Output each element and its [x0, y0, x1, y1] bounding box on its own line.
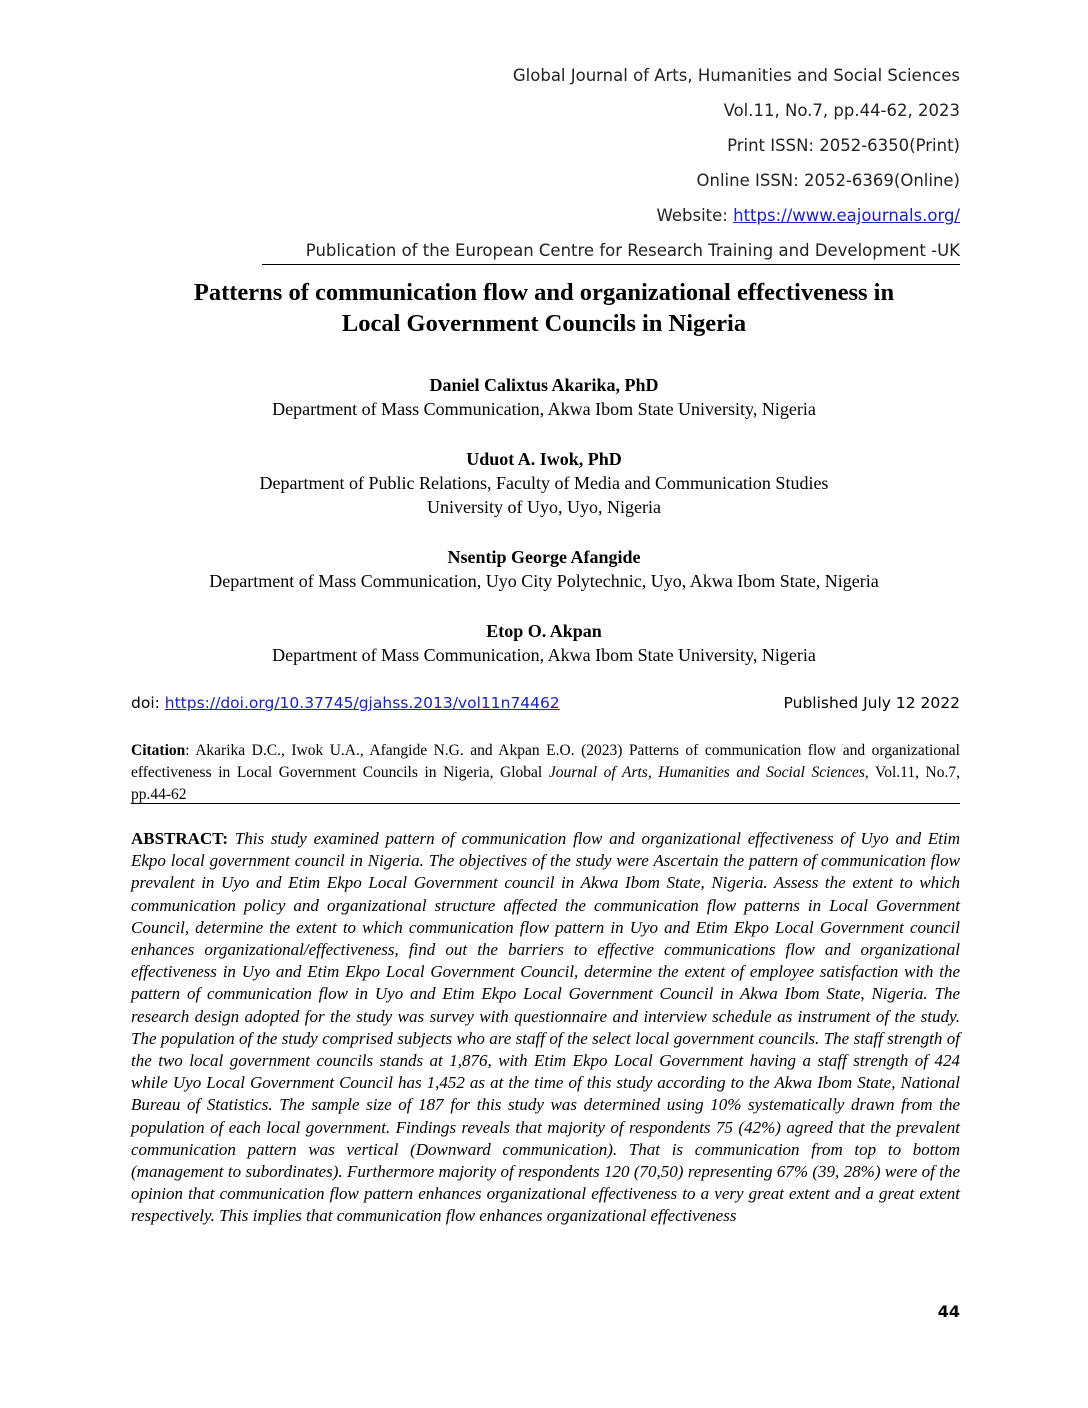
author-name: Etop O. Akpan [486, 621, 602, 641]
author-name: Uduot A. Iwok, PhD [466, 449, 622, 469]
author-block [80, 545, 1008, 593]
website-label: Website: [656, 206, 734, 225]
website-line [657, 206, 960, 226]
print-issn: Print ISSN: 2052-6350(Print) [727, 136, 960, 155]
header-divider [262, 264, 960, 265]
author-name: Nsentip George Afangide [447, 547, 641, 567]
author-name: Daniel Calixtus Akarika, PhD [429, 375, 659, 395]
paper-title [120, 277, 968, 339]
online-issn: Online ISSN: 2052-6369(Online) [696, 171, 960, 190]
abstract-label: ABSTRACT: [131, 829, 228, 848]
publisher-line: Publication of the European Centre for Research Training and Development -UK [305, 241, 960, 260]
author-affiliation: Department of Mass Communication, Uyo City Polytechnic, Uyo, Akwa Ibom State, Nigeria [209, 571, 879, 591]
author-block [80, 373, 1008, 421]
citation-text-end: , Vol.11, No.7, pp.44-62 [131, 764, 960, 803]
doi-line [131, 693, 960, 713]
author-affiliation: University of Uyo, Uyo, Nigeria [427, 497, 661, 517]
published-date: Published July 12 2022 [783, 694, 960, 712]
citation-divider [131, 803, 960, 804]
author-affiliation: Department of Mass Communication, Akwa Ibom State University, Nigeria [272, 399, 816, 419]
author-affiliation: Department of Mass Communication, Akwa Ibom State University, Nigeria [272, 645, 816, 665]
author-block [80, 619, 1008, 667]
abstract-text: This study examined pattern of communication flow and organizational effectiveness of Uyo and Etim Ekpo local government council in Nigeria. The objectives of the study were Ascertain the pattern of communication flow prevalent in Uyo and Etim Ekpo Local Government council in Akwa Ibom State, Nigeria. Assess the extent to which communication policy and organizational structure affected the communication flow patterns in Local Government Council, determine the extent to which communication flow pattern in Uyo and Etim Ekpo Local Government council enhances organizational/effectiveness, find out the barriers to effective communications flow and organizational effectiveness in Uyo and Etim Ekpo Local Government Council, determine the extent of employee satisfaction with the pattern of communication flow in Uyo and Etim Ekpo Local Government Council in Akwa Ibom State, Nigeria. The research design adopted for the study was survey with questionnaire and interview schedule as instrument of the study. The population of the study comprised subjects who are staff of the select local government councils. The staff strength of the two local government councils stands at 1,876, with Etim Ekpo Local Government having a staff strength of 424 while Uyo Local Government Council has 1,452 as at the time of this study according to the Akwa Ibom State, National Bureau of Statistics. The sample size of 187 for this study was determined using 10% systematically drawn from the population of each local government. Findings reveals that majority of respondents 75 (42%) agreed that the prevalent communication pattern was vertical (Downward communication). That is communication from top to bottom (management to subordinates). Furthermore majority of respondents 120 (70,50) representing 67% (39, 28%) were of the opinion that communication flow pattern enhances organizational effectiveness to a very great extent and a great extent respectively. This implies that communication flow enhances organizational effectiveness [131, 829, 961, 1226]
citation-journal: Journal of Arts, Humanities and Social Sciences [548, 764, 865, 781]
website-link[interactable]: https://www.eajournals.org/ [733, 206, 960, 225]
citation-label: Citation [131, 742, 186, 759]
page-number: 44 [937, 1302, 960, 1321]
author-affiliation: Department of Public Relations, Faculty of Media and Communication Studies [259, 473, 829, 493]
volume-info: Vol.11, No.7, pp.44-62, 2023 [723, 101, 960, 120]
citation-text: : Akarika D.C., Iwok U.A., Afangide N.G. and Akpan E.O. (2023) Patterns of communication flow and organizational effectiveness in Local Government Councils in Nigeria, Global [131, 742, 960, 781]
title-line-2: Local Government Councils in Nigeria [341, 310, 747, 337]
citation [131, 740, 960, 806]
doi-link[interactable]: https://doi.org/10.37745/gjahss.2013/vol11n74462 [164, 694, 560, 712]
journal-name: Global Journal of Arts, Humanities and Social Sciences [512, 66, 960, 85]
author-block [80, 447, 1008, 519]
abstract [131, 828, 960, 1228]
title-line-1: Patterns of communication flow and organizational effectiveness in [193, 279, 895, 306]
doi-label: doi: [131, 694, 165, 712]
